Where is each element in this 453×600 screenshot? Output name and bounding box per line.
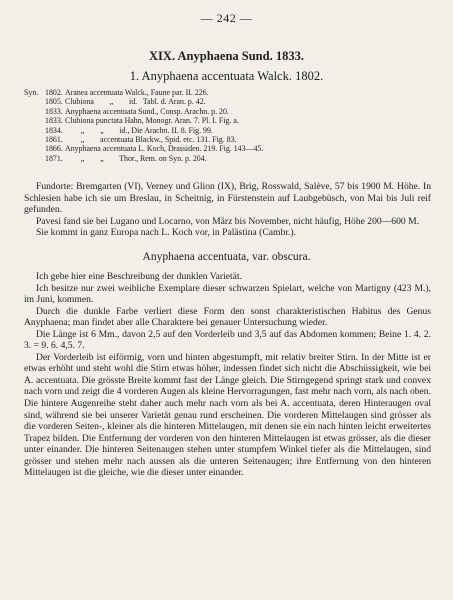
synonym-year: 1871.	[45, 153, 63, 163]
synonym-entry	[24, 107, 263, 116]
synonym-year: 1833.	[45, 106, 63, 116]
locality-section	[24, 181, 431, 239]
paragraph-intro: Ich gebe hier eine Beschreibung der dunklen Varietät.	[36, 271, 243, 282]
synonym-text: Aranea accentuata Walck., Faune par. II. 226.	[65, 88, 209, 97]
synonym-entry	[24, 135, 263, 144]
species-title: 1. Anyphaena accentuata Walck. 1802.	[129, 69, 324, 83]
synonym-text: „ „ Thor., Rem. on Syn. p. 204.	[65, 153, 207, 163]
synonym-year: 1861.	[45, 135, 63, 145]
synonym-label	[24, 97, 45, 106]
paragraph-measurements: Die Länge ist 6 Mm., davon 2,5 auf den Vorderleib und 3,5 auf das Abdomen kommen; Beine 1. 4. 2. 3. = 9. 6. 4,5. 7.	[24, 328, 431, 352]
paragraph-specimens: Ich besitze nur zwei weibliche Exemplare dieser schwarzen Spielart, welche von Martigny (423 M.), im Juni, kommen.	[24, 282, 431, 306]
synonym-label	[24, 144, 45, 153]
synonym-year: 1805.	[45, 97, 63, 107]
synonym-label	[24, 116, 45, 125]
synonym-entry	[24, 126, 263, 135]
synonym-entry	[24, 144, 263, 153]
section-title: XIX. Anyphaena Sund. 1833.	[149, 49, 304, 63]
paragraph-pavesi: Pavesi fand sie bei Lugano und Locarno, von März bis November, nicht häufig, Höhe 200—600 M.	[36, 215, 420, 227]
synonym-text: Clubiona „ id. Tabl. d. Aran. p. 42.	[65, 97, 206, 107]
synonym-text: „ accentuata Blackw., Spid. etc. 131. Fig. 83.	[65, 135, 237, 145]
synonymy-list	[24, 88, 263, 163]
synonym-text: Anyphaena accentuata L. Koch, Drassiden. 219. Fig. 143—45.	[65, 144, 264, 154]
synonym-label	[24, 135, 45, 144]
synonym-year: 1802.	[45, 88, 63, 97]
synonym-year: 1834.	[45, 125, 63, 135]
synonym-entry	[24, 88, 263, 97]
paragraph-cephalothorax: Der Vorderleib ist eiförmig, vorn und hinten abgestumpft, mit relativ breiter Stirn. In der Mitte ist er etwas erhöht und steht wohl die Stirn etwas höher, indessen findet sich nicht die Abschüssigkeit, wie bei A. accentuata. Die grösste Breite kommt fast der Länge gleich. Die Stirngegend springt stark und convex nach vorn und zeigt die 4 vorderen Augen als kleine Hervorragungen, fast mehr nach vorn, als nach oben. Die hintere Augenreihe steht daher auch mehr nach vorn als bei A. accentuata, deren Hinteraugen oval sind, während sie bei unserer Varietät genau rund erscheinen. Die vorderen Mittelaugen sind grösser als die vorderen Seiten-, kleiner als die hinteren Mittelaugen, mit denen sie ein nach hinten leicht erweitertes Trapez bilden. Die Entfernung der vorderen von den hinteren Mittelaugen ist etwas grösser, als die dieser unter einander. Die hinteren Seitenaugen stehen unter stumpfem Winkel tiefer als die Mittelaugen, sind grösser und stehen mehr nach aussen als die unteren Seitenaugen; ihre Entfernung von den hinteren Mittelaugen ist die gleiche, wie die dieser unter einander.	[24, 351, 431, 479]
paragraph-habitus: Durch die dunkle Farbe verliert diese Form den sonst charakteristischen Habitus des Genus Anyphaena; man findet aber alle Charaktere bei genauer Untersuchung wieder.	[24, 305, 431, 329]
synonym-entry	[24, 116, 263, 125]
description-section	[24, 271, 431, 479]
synonym-label	[24, 154, 45, 163]
synonym-entry	[24, 97, 263, 106]
synonym-year: 1866.	[45, 144, 63, 154]
synonym-text: „ „ id., Die Arachn. II. 8. Fig. 99.	[65, 125, 213, 135]
page-number: — 242 —	[200, 11, 253, 25]
paragraph-distribution: Sie kommt in ganz Europa nach L. Koch vor, in Palästina (Cambr.).	[36, 227, 296, 239]
synonym-year: 1833.	[45, 116, 63, 126]
synonym-text: Clubiona punctata Hahn, Monogr. Aran. 7. Pl. I. Fig. a.	[65, 116, 239, 126]
paragraph-localities: Fundorte: Bremgarten (VI), Verney und Glion (IX), Brig, Rosswald, Salève, 57 bis 1900 M. Höhe. In Schlesien habe ich sie um Breslau, in Scheitnig, in Fürstenstein auf Laubgebüsch, von Mai bis Juli reif gefunden.	[24, 181, 431, 216]
synonym-entry	[24, 154, 263, 163]
synonym-label	[24, 107, 45, 116]
synonym-label	[24, 126, 45, 135]
synonym-text: Anyphaena accentuata Sund., Consp. Arachn. p. 20.	[65, 106, 229, 116]
variety-title: Anyphaena accentuata, var. obscura.	[142, 251, 311, 263]
synonym-label: Syn.	[24, 88, 39, 97]
